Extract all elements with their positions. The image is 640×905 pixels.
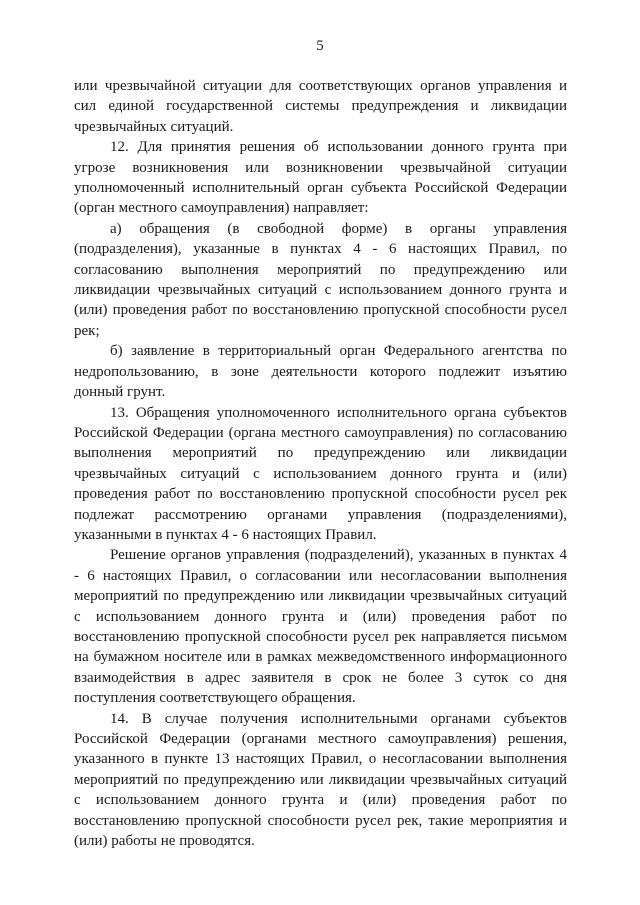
page-number: 5 (316, 38, 324, 54)
paragraph-subitem-b: б) заявление в территориальный орган Федерального агентства по недропользованию, в зоне деятельности которого подлежит изъятию донный грунт. (74, 343, 567, 401)
paragraph-subitem-a: а) обращения (в свободной форме) в органы управления (подразделения), указанные в пунктах 4 - 6 настоящих Правил, по согласованию выполнения мероприятий по предупреждению или ликвидации чрезвычайных ситуаций с использованием донного грунта и (или) проведения работ по восстановлению пропускной способности русел рек; (74, 220, 567, 339)
paragraph-item-13: 13. Обращения уполномоченного исполнительного органа субъектов Российской Федерации (органа местного самоуправления) по согласованию выполнения мероприятий по предупреждению или ликвидации чрезвычайных ситуаций с использованием донного грунта и (или) проведения работ по восстановлению пропускной способности русел рек подлежат рассмотрению органами управления (подразделениями), указанными в пунктах 4 - 6 настоящих Правил. (74, 404, 567, 543)
paragraph-item-14: 14. В случае получения исполнительными органами субъектов Российской Федерации (органами местного самоуправления) решения, указанного в пункте 13 настоящих Правил, о несогласовании выполнения мероприятий по предупреждению или ликвидации чрезвычайных ситуаций с использованием донного грунта и (или) проведения работ по восстановлению пропускной способности русел рек, такие мероприятия и (или) работы не проводятся. (74, 710, 567, 850)
paragraph-continuation: или чрезвычайной ситуации для соответствующих органов управления и сил единой государственной системы предупреждения и ликвидации чрезвычайных ситуаций. (74, 78, 567, 135)
paragraph-item-13-decision: Решение органов управления (подразделений), указанных в пунктах 4 - 6 настоящих Правил, о согласовании или несогласовании выполнения мероприятий по предупреждению или ликвидации чрезвычайных ситуаций с использованием донного грунта и (или) проведения работ по восстановлению пропускной способности русел рек направляется письмом на бумажном носителе или в рамках межведомственного информационного взаимодействия в адрес заявителя в срок не более 3 суток со дня поступления соответствующего обращения. (74, 547, 567, 707)
paragraph-item-12: 12. Для принятия решения об использовании донного грунта при угрозе возникновения или возникновении чрезвычайной ситуации уполномоченный исполнительный орган субъекта Российской Федерации (орган местного самоуправления) направляет: (74, 139, 567, 217)
document-body (74, 76, 567, 851)
